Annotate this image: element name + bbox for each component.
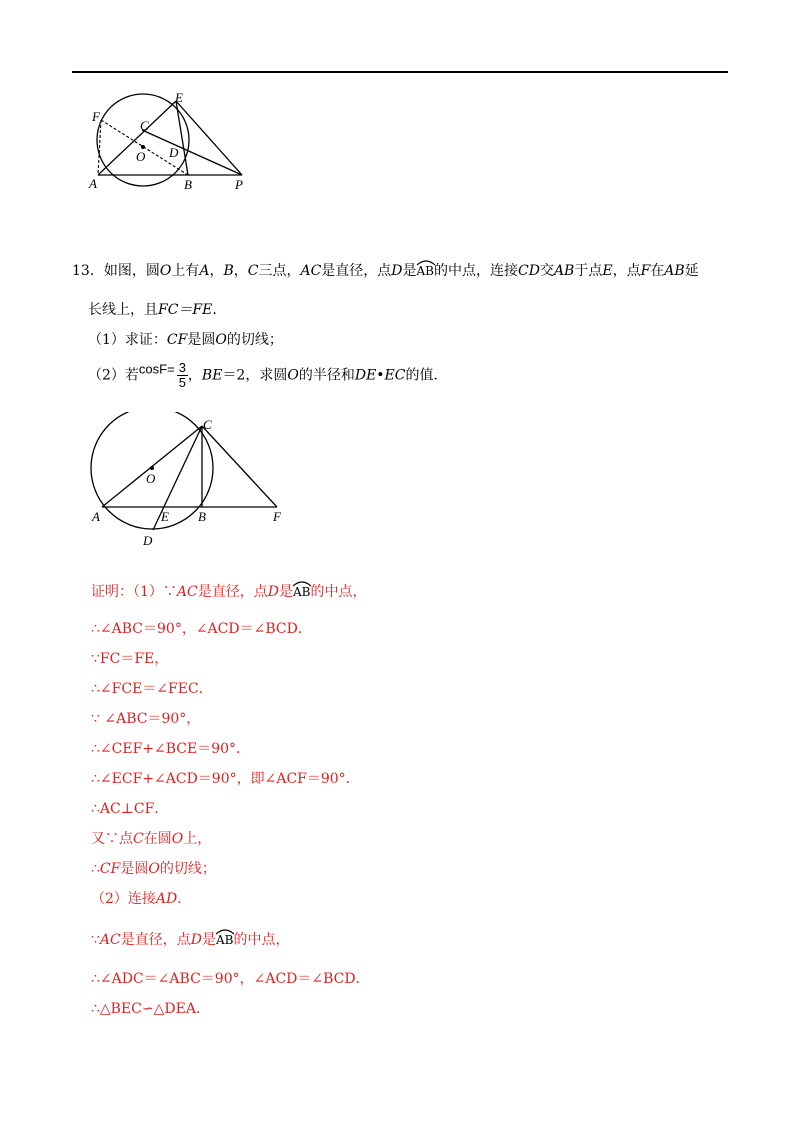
solution-line-2: ∴∠ABC＝90°，∠ACD＝∠BCD． — [91, 621, 312, 637]
figure-circle-tangent-1 — [80, 88, 260, 196]
arc-ab-symbol: AB — [216, 928, 233, 946]
solution-line-6: ∴∠CEF+∠BCE＝90°． — [91, 741, 251, 757]
fig2-label-e: E — [161, 509, 169, 524]
fig1-label-o: O — [136, 149, 146, 164]
problem-part-2: （2）若cosF= $\frac{3}{5}$ ，BE＝2，求圆O的半径和DE•EC的值． — [88, 360, 448, 390]
fig1-label-d: D — [169, 145, 179, 160]
fig2-label-o: O — [146, 471, 156, 486]
fig2-label-a: A — [92, 509, 100, 524]
solution-line-7: ∴∠ECF+∠ACD＝90°，即∠ACF＝90°． — [91, 771, 360, 787]
solution-line-11: （2）连接AD． — [91, 891, 192, 907]
solution-line-14: ∴△BEC∽△DEA． — [91, 1001, 210, 1017]
problem-line-1: 13．如图，圆O上有A，B，C三点，AC是直径，点D是 AB的中点，连接CD交AB于点E，点F在AB延 — [72, 259, 699, 280]
fig2-label-b: B — [198, 509, 206, 524]
problem-line-2: 长线上，且FC＝FE． — [88, 302, 227, 318]
fig1-label-f: F — [92, 109, 100, 124]
solution-line-5: ∵ ∠ABC＝90°， — [91, 711, 201, 727]
fig2-label-c: C — [203, 417, 212, 432]
arc-ab-symbol: AB — [417, 259, 434, 277]
solution-line-12: ∵AC是直径，点D是 AB的中点， — [91, 928, 289, 949]
fig1-label-c: C — [140, 118, 149, 133]
header-rule — [72, 71, 728, 73]
fig1-label-a: A — [89, 176, 97, 191]
solution-line-4: ∴∠FCE＝∠FEC． — [91, 681, 213, 697]
fig1-label-p: P — [235, 177, 243, 192]
solution-line-8: ∴AC⊥CF． — [91, 801, 169, 817]
fig1-label-e: E — [175, 90, 183, 105]
fig2-label-d: D — [143, 533, 153, 548]
fig2-label-f: F — [273, 509, 281, 524]
solution-line-1: 证明：（1）∵AC是直径，点D是 AB的中点， — [91, 580, 366, 601]
fraction-3-5: $\frac{3}{5}$ — [178, 360, 186, 390]
solution-line-3: ∵FC＝FE， — [91, 651, 169, 667]
arc-ab-symbol: AB — [293, 580, 310, 598]
figure-circle-tangent-2 — [85, 412, 295, 552]
problem-part-1: （1）求证：CF是圆O的切线； — [88, 332, 283, 348]
solution-line-10: ∴CF是圆O的切线； — [91, 861, 216, 877]
solution-line-13: ∴∠ADC＝∠ABC＝90°，∠ACD＝∠BCD． — [91, 971, 370, 987]
solution-line-9: 又∵点C在圆O上， — [91, 831, 212, 847]
fig1-label-b: B — [184, 177, 192, 192]
